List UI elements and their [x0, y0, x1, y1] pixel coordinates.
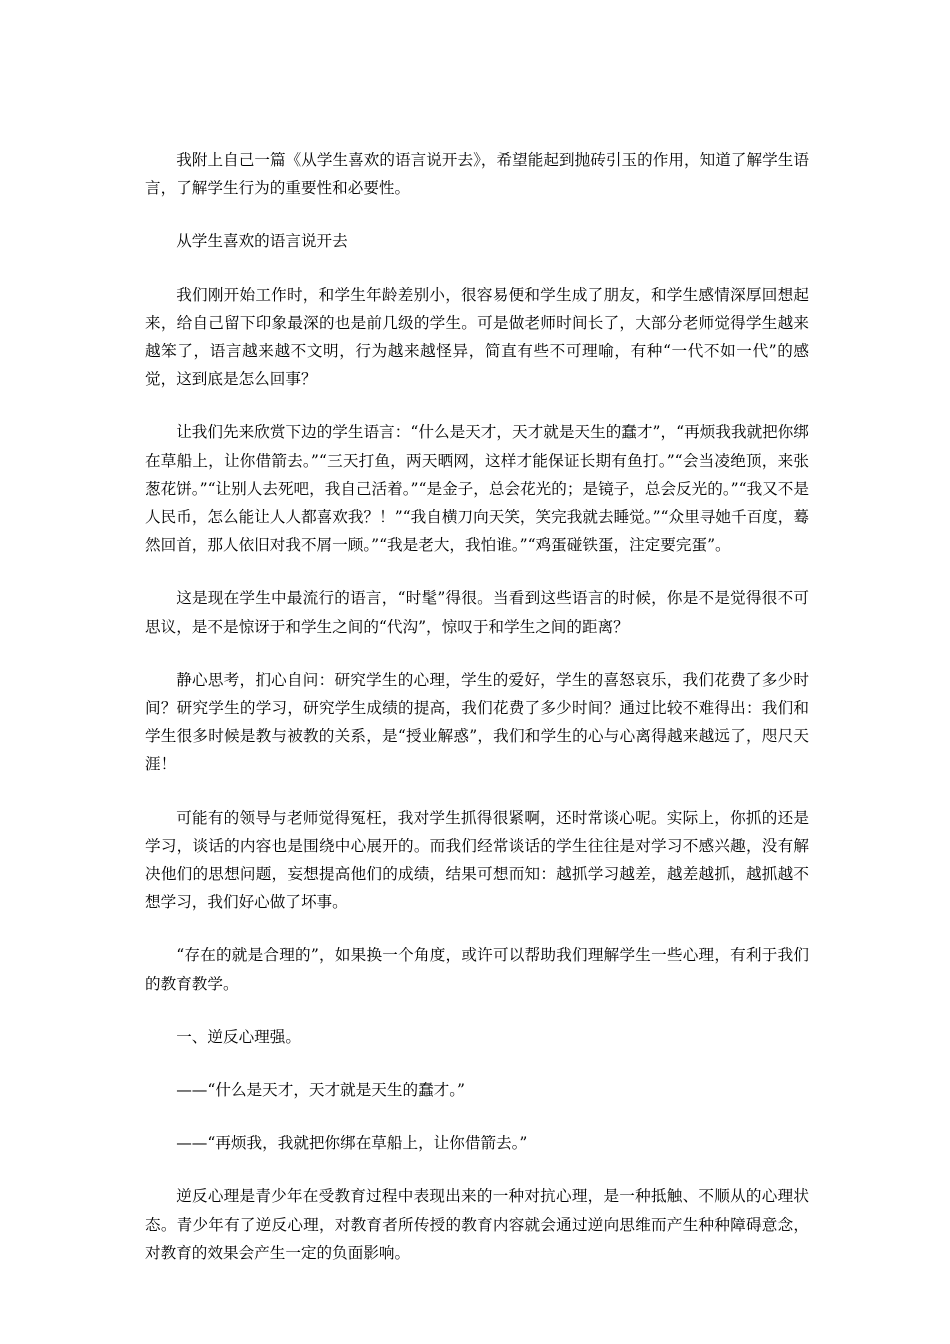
article-title: 从学生喜欢的语言说开去 [176, 232, 348, 251]
paragraph-body: 这是现在学生中最流行的语言，“时髦”得很。当看到这些语言的时候，你是不是觉得很不可思议，是不是惊讶于和学生之间的“代沟”，惊叹于和学生之间的距离？ [145, 589, 809, 636]
section-heading: 一、逆反心理强。 [176, 1027, 301, 1046]
quote-line: ——“再烦我，我就把你绑在草船上，让你借箭去。” [176, 1134, 528, 1153]
paragraph-body: 逆反心理是青少年在受教育过程中表现出来的一种对抗心理，是一种抵触、不顺从的心理状态。青少年有了逆反心理，对教育者所传授的教育内容就会通过逆向思维而产生种种障碍意念，对教育的效果会产生一定的负面影响。 [145, 1187, 809, 1262]
paragraph-intro: 我附上自己一篇《从学生喜欢的语言说开去》，希望能起到抛砖引玉的作用，知道了解学生语言，了解学生行为的重要性和必要性。 [145, 151, 809, 198]
paragraph-body: “存在的就是合理的”，如果换一个角度，或许可以帮助我们理解学生一些心理，有利于我们的教育教学。 [145, 946, 809, 993]
document-page [145, 146, 809, 1292]
paragraph-body: 可能有的领导与老师觉得冤枉，我对学生抓得很紧啊，还时常谈心呢。实际上，你抓的还是学习，谈话的内容也是围绕中心展开的。而我们经常谈话的学生往往是对学习不感兴趣，没有解决他们的思想问题，妄想提高他们的成绩，结果可想而知：越抓学习越差，越差越抓，越抓越不想学习，我们好心做了坏事。 [145, 808, 809, 912]
quote-line: ——“什么是天才，天才就是天生的蠢才。” [176, 1081, 466, 1100]
paragraph-body: 我们刚开始工作时，和学生年龄差别小，很容易便和学生成了朋友，和学生感情深厚回想起来，给自己留下印象最深的也是前几级的学生。可是做老师时间长了，大部分老师觉得学生越来越笨了，语言越来越不文明，行为越来越怪异，简直有些不可理喻，有种“一代不如一代”的感觉，这到底是怎么回事？ [145, 285, 809, 389]
paragraph-body: 让我们先来欣赏下边的学生语言：“什么是天才，天才就是天生的蠢才”，“再烦我我就把你绑在草船上，让你借箭去。”“三天打鱼，两天晒网，这样才能保证长期有鱼打。”“会当凌绝顶，来张葱花饼。”“让别人去死吧，我自己活着。”“是金子，总会花光的；是镜子，总会反光的。”“我又不是人民币，怎么能让人人都喜欢我？！”“我自横刀向天笑，笑完我就去睡觉。”“众里寻她千百度，蓦然回首，那人依旧对我不屑一顾。”“我是老大，我怕谁。”“鸡蛋碰铁蛋，注定要完蛋”。 [145, 423, 809, 555]
paragraph-body: 静心思考，扪心自问：研究学生的心理，学生的爱好，学生的喜怒哀乐，我们花费了多少时间？研究学生的学习，研究学生成绩的提高，我们花费了多少时间？通过比较不难得出：我们和学生很多时候是教与被教的关系，是“授业解惑”，我们和学生的心与心离得越来越远了，咫尺天涯！ [145, 670, 809, 774]
